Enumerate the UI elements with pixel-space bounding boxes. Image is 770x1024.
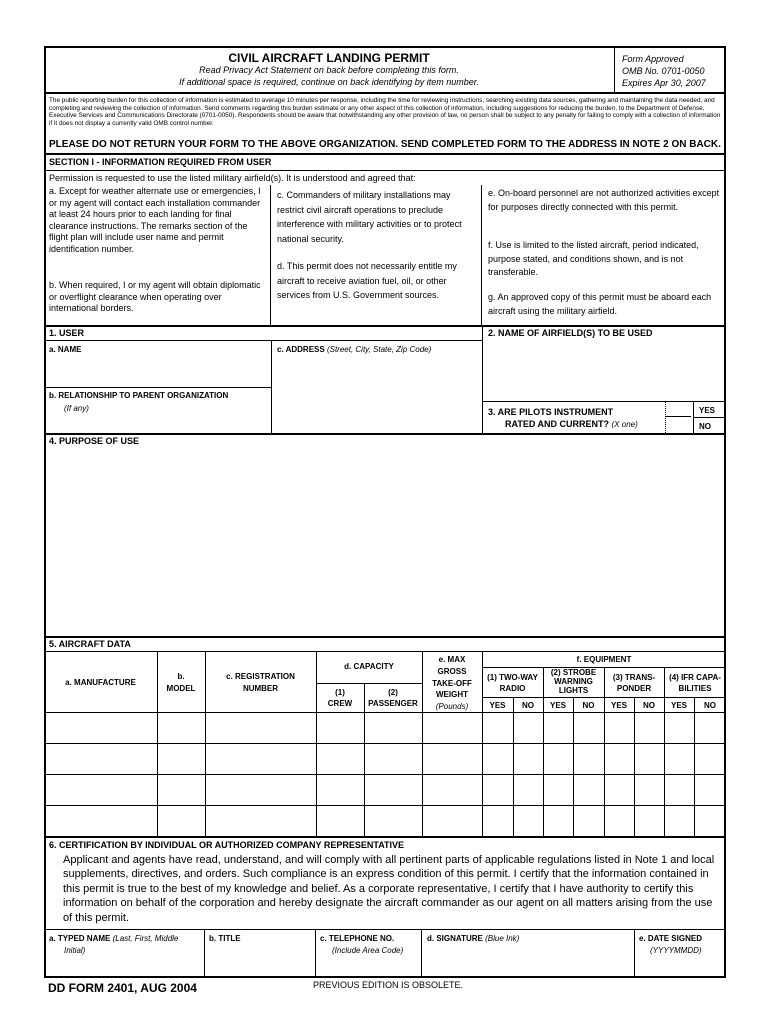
radio-yes: YES — [489, 701, 506, 710]
col-crew: CREW — [327, 699, 353, 708]
col-registration-number: NUMBER — [242, 684, 279, 693]
aircraft-row-1[interactable] — [46, 714, 724, 742]
col-weight-hint: (Pounds) — [435, 702, 469, 711]
instrument-yes-box[interactable] — [665, 402, 693, 416]
title-field[interactable] — [206, 946, 314, 976]
condition-b: b. When required, I or my agent will obtain diplomatic or overflight clearance when operating over international borders. — [49, 280, 261, 314]
telephone-field[interactable] — [317, 957, 420, 976]
omb-number: OMB No. 0701-0050 — [622, 66, 705, 76]
obsolete-notice: PREVIOUS EDITION IS OBSOLETE. — [313, 980, 464, 990]
user-address-label: c. ADDRESS (Street, City, State, Zip Code) — [277, 345, 432, 354]
item-2-airfield-label: 2. NAME OF AIRFIELD(S) TO BE USED — [488, 328, 653, 338]
col-weight-1: e. MAX — [438, 655, 466, 664]
relationship-hint: (If any) — [64, 404, 89, 413]
certification-text: Applicant and agents have read, understand, and will comply with all pertinent parts of applicable regulations listed in Note 1 and local supplements, directives, and orders. Such compliance is an express condition of this permit. I certify that the information contained in this permit is true to the best of my knowledge and belief. As a corporate representative, I certify that I have authority to certify this information on behalf of the corporation and hereby designate the aircraft commander as our agent on all matters arising from the use of this permit. — [63, 854, 715, 924]
typed-name-label: a. TYPED NAME (Last, First, Middle — [49, 934, 179, 943]
col-weight-2: GROSS — [437, 667, 467, 676]
instrument-no-box[interactable] — [665, 419, 693, 432]
strobe-no: NO — [582, 701, 595, 710]
item-3-instrument-label-2: RATED AND CURRENT? (X one) — [505, 419, 638, 429]
condition-a: a. Except for weather alternate use or emergencies, I or my agent will contact each installation commander at least 24 hours prior to each landing for final clearance instructions. The remarks section of the flight plan will include user name and permit identification number. — [49, 186, 261, 254]
col-registration: c. REGISTRATION — [226, 672, 295, 681]
equip-transponder-1: (3) TRANS- — [612, 673, 656, 682]
transponder-yes: YES — [610, 701, 627, 710]
equip-strobe-1: (2) STROBE — [550, 668, 597, 677]
airfield-names-field[interactable] — [484, 342, 724, 398]
instrument-no-label: NO — [699, 422, 711, 431]
date-signed-hint: (YYYYMMDD) — [650, 946, 702, 955]
telephone-label: c. TELEPHONE NO. — [320, 934, 395, 943]
equip-radio-1: (1) TWO-WAY — [487, 673, 538, 682]
condition-c: c. Commanders of military installations may restrict civil aircraft operations to preclude interference with military activities or to protect national security. — [277, 190, 462, 244]
user-name-label: a. NAME — [49, 345, 82, 354]
item-1-user-label: 1. USER — [49, 328, 85, 338]
radio-no: NO — [522, 701, 534, 710]
equip-ifr-2: BILITIES — [678, 684, 712, 693]
typed-name-hint: Initial) — [64, 946, 86, 955]
expiration: Expires Apr 30, 2007 — [622, 78, 706, 88]
strobe-yes: YES — [549, 701, 566, 710]
equip-radio-2: RADIO — [499, 684, 526, 693]
ifr-yes: YES — [670, 701, 687, 710]
user-address-field[interactable] — [273, 357, 480, 431]
form-approved: Form Approved — [622, 54, 684, 64]
col-model-letter: b. — [177, 672, 185, 681]
relationship-field[interactable] — [46, 415, 269, 431]
condition-g: g. An approved copy of this permit must be aboard each aircraft using the military airfield. — [488, 292, 712, 316]
date-signed-field[interactable] — [636, 957, 724, 976]
burden-statement: The public reporting burden for this collection of information is estimated to average 10 minutes per response, including the time for reviewing instructions, searching existing data sources, gathering and maintaining the data needed, and completing and reviewing the collection of information. Send comments regarding this burden estimate or any other aspect of this collection of information, including suggestions for reducing the burden, to the Department of Defense, Executive Services and Communications Directorate (0701-0050). Respondents should be aware that notwithstanding any other provision of law, no person shall be subject to any penalty for failing to comply with a collection of information if it does not display a currently valid OMB control number. — [49, 97, 721, 127]
typed-name-field[interactable] — [46, 957, 203, 976]
equip-strobe-3: LIGHTS — [558, 686, 589, 695]
section-1-title: SECTION I - INFORMATION REQUIRED FROM USER — [49, 157, 272, 167]
aircraft-row-4[interactable] — [46, 807, 724, 835]
equip-strobe-2: WARNING — [554, 677, 593, 686]
col-equipment: f. EQUIPMENT — [576, 655, 632, 664]
aircraft-row-2[interactable] — [46, 745, 724, 773]
ifr-no: NO — [704, 701, 716, 710]
header-instruction-2: If additional space is required, continue on back identifying by item number. — [179, 77, 479, 87]
condition-f: f. Use is limited to the listed aircraft, period indicated, purpose stated, and conditions shown, and is not transferable. — [488, 240, 699, 277]
title-label: b. TITLE — [209, 934, 241, 943]
col-weight-4: WEIGHT — [436, 690, 468, 699]
item-3-instrument-label: 3. ARE PILOTS INSTRUMENT — [488, 407, 614, 417]
col-manufacturer: a. MANUFACTURE — [65, 678, 136, 687]
condition-d: d. This permit does not necessarily entitle my aircraft to receive aviation fuel, oil, or other services from U.S. Government sources. — [277, 261, 457, 300]
item-6-certification-label: 6. CERTIFICATION BY INDIVIDUAL OR AUTHORIZED COMPANY REPRESENTATIVE — [49, 840, 405, 850]
col-weight-3: TAKE-OFF — [432, 679, 472, 688]
telephone-hint: (Include Area Code) — [332, 946, 404, 955]
relationship-label: b. RELATIONSHIP TO PARENT ORGANIZATION — [49, 391, 229, 400]
col-model: MODEL — [166, 684, 196, 693]
user-name-field[interactable] — [46, 356, 269, 386]
aircraft-row-3[interactable] — [46, 776, 724, 804]
do-not-return-notice: PLEASE DO NOT RETURN YOUR FORM TO THE ABOVE ORGANIZATION. SEND COMPLETED FORM TO THE ADDRESS IN NOTE 2 ON BACK. — [49, 139, 721, 150]
condition-e: e. On-board personnel are not authorized activities except for purposes directly connected with this permit. — [488, 188, 720, 212]
purpose-of-use-field[interactable] — [46, 449, 724, 633]
permission-statement: Permission is requested to use the listed military airfield(s). It is understood and agreed that: — [49, 173, 416, 183]
col-passenger: PASSENGER — [368, 699, 418, 708]
col-crew-number: (1) — [335, 688, 345, 697]
header-instruction-1: Read Privacy Act Statement on back before completing this form. — [199, 65, 459, 75]
col-passenger-number: (2) — [388, 688, 398, 697]
equip-ifr-1: (4) IFR CAPA- — [669, 673, 721, 682]
item-5-aircraft-label: 5. AIRCRAFT DATA — [49, 639, 131, 649]
signature-field[interactable] — [423, 946, 633, 976]
signature-label: d. SIGNATURE (Blue Ink) — [427, 934, 520, 943]
col-capacity: d. CAPACITY — [344, 662, 394, 671]
instrument-yes-label: YES — [699, 406, 716, 415]
equip-transponder-2: PONDER — [616, 684, 652, 693]
item-4-purpose-label: 4. PURPOSE OF USE — [49, 436, 140, 446]
form-identifier: DD FORM 2401, AUG 2004 — [48, 981, 197, 995]
transponder-no: NO — [643, 701, 655, 710]
date-signed-label: e. DATE SIGNED — [639, 934, 702, 943]
form-title: CIVIL AIRCRAFT LANDING PERMIT — [228, 51, 430, 65]
